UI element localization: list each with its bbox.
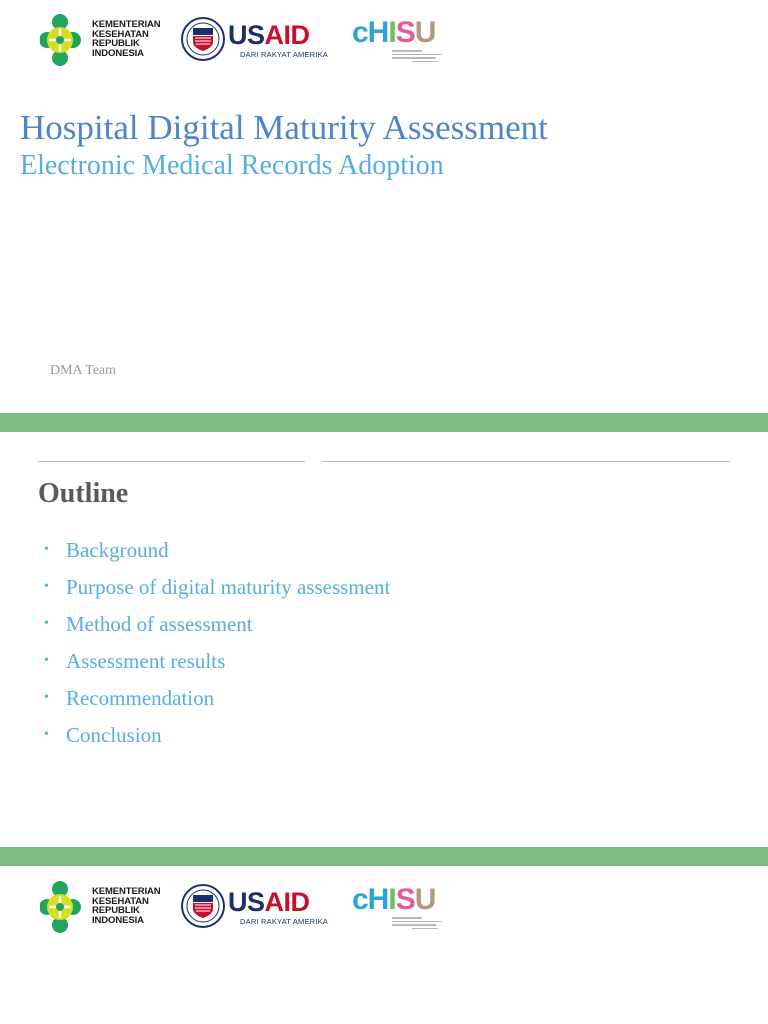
usaid-seal-icon <box>180 16 226 62</box>
list-item: • Recommendation <box>40 678 390 715</box>
chisu-wordmark: cHISU <box>352 16 436 49</box>
chisu-logo <box>352 14 452 64</box>
bullet-icon: • <box>44 653 49 668</box>
list-item: • Method of assessment <box>40 604 390 641</box>
bullet-icon: • <box>44 579 49 594</box>
header-rule-right <box>322 461 730 462</box>
outline-list <box>40 530 390 752</box>
slide-title: Hospital Digital Maturity Assessment <box>20 108 548 147</box>
logo-strip-top <box>40 12 460 68</box>
bullet-icon: • <box>44 542 49 557</box>
author-label: DMA Team <box>50 363 117 378</box>
usaid-wordmark-text: USAID <box>228 887 310 917</box>
outline-heading: Outline <box>38 478 129 509</box>
list-item: • Purpose of digital maturity assessment <box>40 567 390 604</box>
kemenkes-emblem-icon <box>40 879 92 935</box>
list-item: • Assessment results <box>40 641 390 678</box>
usaid-tagline: DARI RAKYAT AMERIKA <box>240 917 328 926</box>
usaid-logo <box>180 881 335 931</box>
green-divider-band-top <box>0 413 768 432</box>
kemenkes-wordmark: KEMENTERIAN KESEHATAN REPUBLIK INDONESIA <box>92 19 161 59</box>
logo-strip-bottom <box>40 879 460 935</box>
usaid-seal-icon <box>180 883 226 929</box>
kemenkes-emblem-icon <box>40 12 92 68</box>
bullet-icon: • <box>44 727 49 742</box>
kemenkes-logo <box>40 879 170 935</box>
kemenkes-logo <box>40 12 170 68</box>
bullet-icon: • <box>44 616 49 631</box>
chisu-wordmark: cHISU <box>352 883 436 916</box>
slide-subtitle: Electronic Medical Records Adoption <box>20 150 444 181</box>
usaid-wordmark-text: USAID <box>228 20 310 50</box>
list-item: • Background <box>40 530 390 567</box>
chisu-tagline-lines <box>392 50 442 64</box>
header-rule-left <box>38 461 305 462</box>
green-divider-band-bottom <box>0 847 768 866</box>
list-item: • Conclusion <box>40 715 390 752</box>
chisu-logo <box>352 881 452 931</box>
usaid-logo <box>180 14 335 64</box>
chisu-tagline-lines <box>392 917 442 931</box>
usaid-wordmark <box>228 887 310 917</box>
bullet-icon: • <box>44 690 49 705</box>
usaid-tagline: DARI RAKYAT AMERIKA <box>240 50 328 59</box>
usaid-wordmark <box>228 20 310 50</box>
kemenkes-wordmark: KEMENTERIAN KESEHATAN REPUBLIK INDONESIA <box>92 886 161 926</box>
